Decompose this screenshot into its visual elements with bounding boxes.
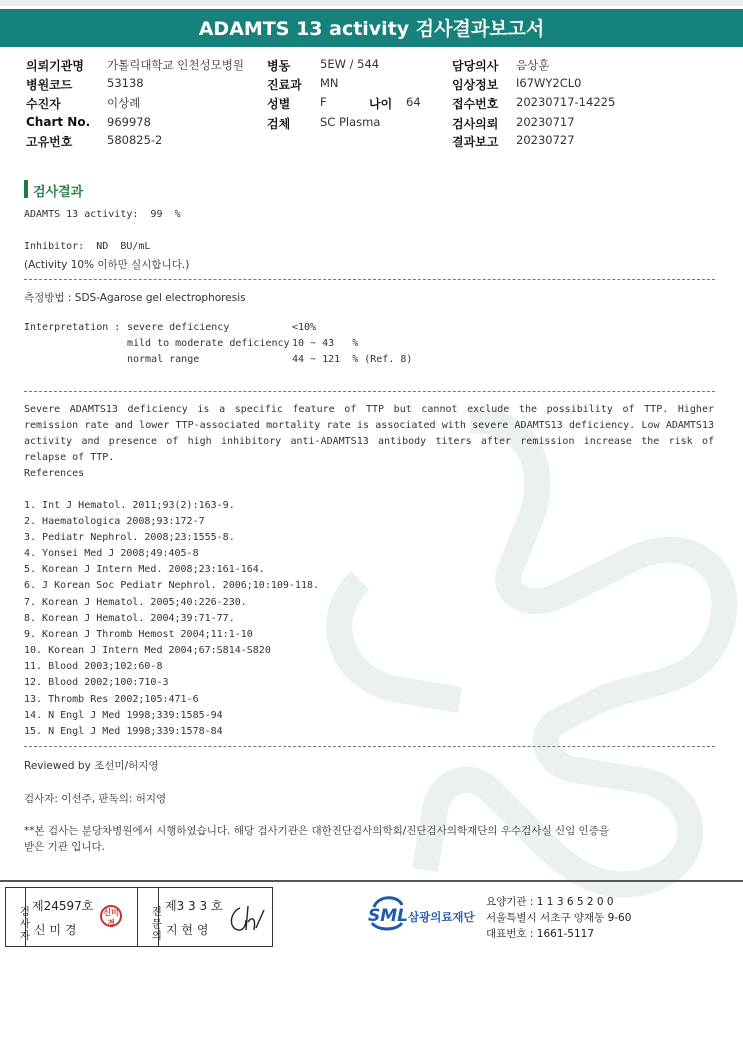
header-label-report-date: 결과보고 — [452, 135, 499, 149]
header-label-patient: 수진자 — [26, 97, 61, 111]
reference-item: 15. N Engl J Med 1998;339:1578-84 — [24, 726, 223, 737]
header-value-report-date: 20230727 — [516, 133, 575, 147]
divider — [24, 391, 715, 392]
header-value-hospital-code: 53138 — [107, 76, 144, 90]
reference-item: 13. Thromb Res 2002;105:471-6 — [24, 694, 199, 705]
reference-item: 8. Korean J Hematol. 2004;39:71-77. — [24, 613, 235, 624]
reference-item: 2. Haematologica 2008;93:172-7 — [24, 516, 205, 527]
header-label-dept: 진료과 — [267, 78, 302, 92]
header-label-ward: 병동 — [267, 59, 291, 73]
examiner-seal-icon: 신미경 — [100, 905, 122, 927]
header-label-institution: 의뢰기관명 — [26, 59, 84, 73]
specialist-name: 지 현 영 — [166, 923, 209, 937]
interpretation-range: 10 ~ 43 % — [292, 338, 359, 349]
notice-line-2: 받은 기관 입니다. — [24, 841, 106, 853]
reference-item: 9. Korean J Thromb Hemost 2004;11:1-10 — [24, 629, 253, 640]
notice-line-1: **본 검사는 분당차병원에서 시행하였습니다. 해당 검사기관은 대한진단검사의학회/진단검사의학재단의 우수검사실 신임 인증을 — [24, 825, 609, 837]
references-title: References — [24, 468, 85, 479]
signature-icon — [224, 902, 266, 936]
reference-item: 7. Korean J Hematol. 2005;40:226-230. — [24, 597, 247, 608]
org-name: 삼광의료재단 — [408, 910, 475, 924]
examiner-name: 신 미 경 — [34, 923, 77, 937]
header-label-specimen: 검체 — [267, 117, 291, 131]
header-value-doctor: 음상훈 — [516, 58, 550, 72]
header-value-chart-no: 969978 — [107, 115, 151, 129]
interpretation-name: severe deficiency — [127, 322, 230, 333]
interpretation-label: Interpretation : — [24, 322, 121, 333]
reference-item: 12. Blood 2002;100:710-3 — [24, 677, 169, 688]
specialist-label: 전문의 — [137, 888, 159, 946]
interpretation-range: <10% — [292, 322, 317, 333]
footer-divider — [0, 880, 743, 882]
reference-item: 11. Blood 2003;102:60-8 — [24, 661, 163, 672]
header-label-receipt-no: 접수번호 — [452, 97, 499, 111]
reference-item: 6. J Korean Soc Pediatr Nephrol. 2006;10:109-118. — [24, 580, 320, 591]
section-title: 검사결과 — [33, 185, 84, 200]
header-value-age: 64 — [406, 95, 421, 109]
divider — [24, 279, 715, 280]
specialist-license-no: 제3 3 3 호 — [165, 899, 223, 913]
header-value-institution: 가톨릭대학교 인천성모병원 — [107, 58, 244, 72]
header-value-receipt-no: 20230717-14225 — [516, 95, 616, 109]
header-value-specimen: SC Plasma — [320, 115, 381, 129]
interpretation-name: normal range — [127, 354, 200, 365]
reference-item: 5. Korean J Intern Med. 2008;23:161-164. — [24, 564, 265, 575]
divider — [24, 746, 715, 747]
reference-item: 1. Int J Hematol. 2011;93(2):163-9. — [24, 500, 235, 511]
result-inhibitor-note: (Activity 10% 이하만 실시합니다.) — [24, 259, 190, 271]
signature-box — [5, 887, 273, 947]
reference-item: 10. Korean J Intern Med 2004;67:S814-S820 — [24, 645, 271, 656]
section-marker — [24, 180, 28, 198]
org-address: 서울특별시 서초구 양재동 9-60 — [486, 912, 632, 924]
header-value-ward: 5EW / 544 — [320, 57, 380, 71]
header-label-hospital-code: 병원코드 — [26, 78, 73, 92]
result-inhibitor: Inhibitor: ND BU/mL — [24, 241, 151, 252]
top-strip — [0, 0, 743, 6]
header-label-clinical-info: 임상정보 — [452, 78, 499, 92]
header-label-unique-no: 고유번호 — [26, 135, 73, 149]
header-label-age: 나이 — [369, 97, 393, 111]
examiner-license-no: 제24597호 — [32, 899, 94, 913]
reference-item: 3. Pediatr Nephrol. 2008;23:1555-8. — [24, 532, 235, 543]
reviewed-by: Reviewed by 조선미/허지영 — [24, 760, 159, 772]
header-label-request-date: 검사의뢰 — [452, 117, 499, 131]
result-activity: ADAMTS 13 activity: 99 % — [24, 209, 181, 220]
header-label-doctor: 담당의사 — [452, 59, 499, 73]
comment-paragraph: Severe ADAMTS13 deficiency is a specific feature of TTP but cannot exclude the possibility of TTP. Higher remission rate and lower TTP-associated mortality rate is associated with severe ADAMTS13 deficiency. Low ADAMTS13 activity and presence of high inhibitory anti-ADAMTS13 antibody titers after remission increase the risk of relapse of TTP. — [24, 404, 714, 463]
interpretation-name: mild to moderate deficiency — [127, 338, 290, 349]
header-label-sex: 성별 — [267, 97, 291, 111]
report-title: ADAMTS 13 activity 검사결과보고서 — [0, 9, 743, 47]
header-value-sex: F — [320, 95, 327, 109]
org-phone: 대표번호 : 1661-5117 — [486, 928, 595, 940]
header-value-dept: MN — [320, 76, 339, 90]
header-value-patient: 이상례 — [107, 96, 141, 110]
care-institution-no: 요양기관 : 1 1 3 6 5 2 0 0 — [486, 896, 614, 908]
result-method: 측정방법 : SDS-Agarose gel electrophoresis — [24, 292, 246, 304]
reference-item: 4. Yonsei Med J 2008;49:405-8 — [24, 548, 199, 559]
header-value-clinical-info: I67WY2CL0 — [516, 76, 582, 90]
reference-item: 14. N Engl J Med 1998;339:1585-94 — [24, 710, 223, 721]
header-value-request-date: 20230717 — [516, 115, 575, 129]
header-label-chart-no: Chart No. — [26, 115, 91, 129]
sml-logo-text: SML — [368, 906, 408, 926]
examiner-label: 검사자 — [6, 888, 26, 946]
examiners: 검사자: 이선주, 판독의: 허지영 — [24, 793, 167, 805]
interpretation-range: 44 ~ 121 % (Ref. 8) — [292, 354, 413, 365]
header-value-unique-no: 580825-2 — [107, 133, 163, 147]
